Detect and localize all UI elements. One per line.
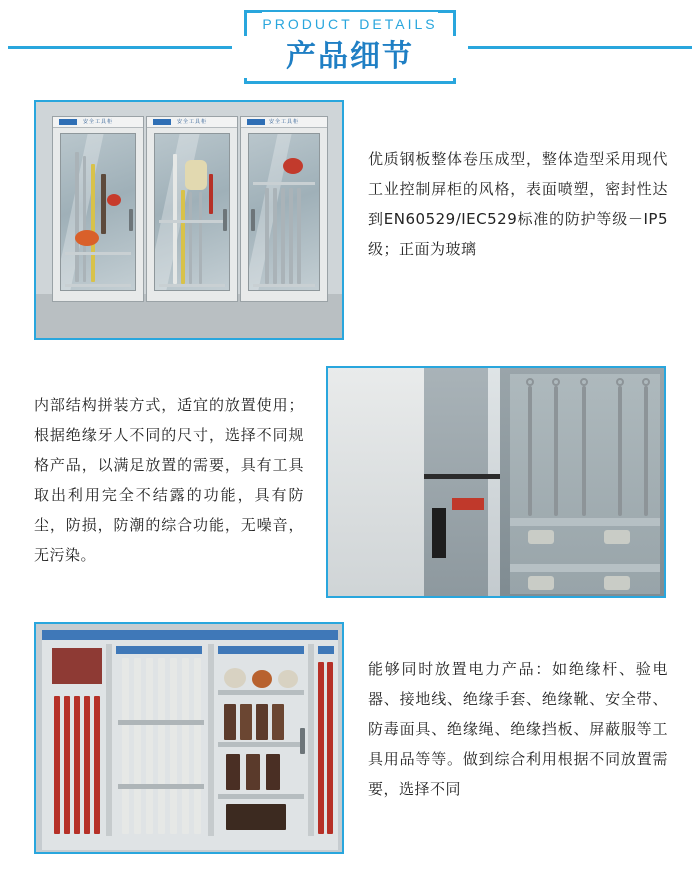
door-lock-panel: [432, 508, 446, 558]
cabinet-shelf: [253, 284, 315, 287]
folded-barrier: [327, 662, 333, 834]
hanging-rod: [528, 386, 532, 516]
tool-item: [185, 160, 207, 190]
hanging-hook-icon: [616, 378, 624, 386]
interior-left-wall: [328, 368, 424, 598]
header-rule-right: [460, 46, 692, 49]
tool-rod: [281, 188, 285, 284]
cabinet-left-logo: [59, 119, 77, 125]
section-3: [0, 622, 700, 872]
insulating-glove: [266, 754, 280, 790]
hanging-hook-icon: [642, 378, 650, 386]
cabinet-center-handle: [223, 209, 227, 231]
cabinet-shelf: [159, 284, 225, 287]
folded-barrier: [64, 696, 70, 834]
section-1-caption: 优质钢板整体卷压成型，整体造型采用现代工业控制屏柜的风格，表面喷塑，密封性达到EN60529/IEC529标准的防护等级－IP5级；正面为玻璃: [368, 150, 668, 258]
tool-rod: [289, 188, 293, 284]
cabinet-divider: [208, 644, 214, 836]
cabinet-right-glass: [248, 133, 320, 291]
insulating-rod: [158, 658, 165, 834]
cabinet-right-label: 安全工具柜: [268, 119, 300, 125]
section-2: [0, 366, 700, 606]
stored-helmet: [224, 668, 246, 688]
stored-helmet: [252, 670, 272, 688]
folded-barrier: [94, 696, 100, 834]
stored-helmet: [278, 670, 298, 688]
tool-item: [283, 158, 303, 174]
folded-barrier: [84, 696, 90, 834]
storage-shelf: [218, 794, 304, 799]
header-rule-left: [8, 46, 240, 49]
shelf-item: [604, 576, 630, 590]
insulating-rod: [182, 658, 189, 834]
tool-rod: [181, 190, 185, 284]
cabinet-shelf: [159, 220, 225, 223]
header-english-title: PRODUCT DETAILS: [262, 16, 438, 32]
insulating-rod: [194, 658, 201, 834]
cabinet-interior-structure-photo: [326, 366, 666, 598]
cabinet-shelf: [65, 284, 131, 287]
safety-tool-cabinet-three-door-photo: [34, 100, 344, 340]
cabinet-divider: [106, 644, 112, 836]
hanging-rod: [582, 386, 586, 516]
tool-rod: [189, 192, 192, 284]
hanging-hook-icon: [552, 378, 560, 386]
insulating-rod: [170, 658, 177, 834]
tool-rod: [199, 192, 202, 284]
cabinet-center-logo: [153, 119, 171, 125]
compartment-shelf: [510, 564, 660, 572]
cabinet-center: [146, 116, 238, 302]
shelf-item: [528, 576, 554, 590]
folded-barrier: [54, 696, 60, 834]
cabinet-door-handle: [300, 728, 305, 754]
tool-rod: [273, 188, 277, 284]
insulating-glove: [226, 754, 240, 790]
cabinet-right-handle: [251, 209, 255, 231]
section-2-caption: 内部结构拼装方式，适宜的放置使用；根据绝缘牙人不同的尺寸，选择不同规格产品，以满足放置的需要，具有工具取出利用完全不结露的功能，具有防尘，防损，防潮的综合功能，无噪音，无污染。: [34, 396, 304, 564]
tool-rod: [209, 174, 213, 214]
page-title: 产品细节: [232, 36, 468, 78]
insulating-rod: [122, 658, 129, 834]
insulating-boot: [224, 704, 236, 740]
insulating-glove: [246, 754, 260, 790]
cabinet-left-glass: [60, 133, 136, 291]
tool-rod: [265, 188, 269, 284]
hanging-rod: [554, 386, 558, 516]
insulating-boot: [272, 704, 284, 740]
interior-door-edge: [488, 368, 500, 598]
cabinet-left: [52, 116, 144, 302]
hanging-hook-icon: [580, 378, 588, 386]
cabinet-left-handle: [129, 209, 133, 231]
warning-label: [452, 498, 484, 510]
insulating-rod: [134, 658, 141, 834]
door-seam: [424, 474, 500, 479]
cabinet-left-label: 安全工具柜: [82, 119, 114, 125]
tool-rod: [75, 152, 79, 282]
tool-rod: [101, 174, 106, 234]
cabinet-loaded-with-tools-photo: [34, 622, 344, 854]
cabinet-center-label: 安全工具柜: [176, 119, 208, 125]
rod-retainer: [118, 784, 204, 789]
storage-shelf: [218, 742, 304, 747]
cabinet-shelf: [65, 252, 131, 255]
compartment-shelf: [510, 518, 660, 526]
insulating-mat-panel: [52, 648, 102, 684]
shelf-item: [528, 530, 554, 544]
product-details-page: [0, 4, 700, 884]
glass-sheen: [60, 134, 104, 290]
tool-rod: [173, 154, 177, 284]
tool-item: [107, 194, 121, 206]
storage-shelf: [218, 690, 304, 695]
shelf-trim: [318, 646, 334, 654]
tool-item: [75, 230, 99, 246]
hanging-hook-icon: [526, 378, 534, 386]
hanging-rod: [618, 386, 622, 516]
cabinet-right: [240, 116, 328, 302]
stored-tool: [226, 804, 286, 830]
shelf-trim: [116, 646, 202, 654]
cabinet-divider: [308, 644, 314, 836]
cabinet-right-logo: [247, 119, 265, 125]
shelf-trim: [218, 646, 304, 654]
section-1: [0, 100, 700, 350]
insulating-boot: [256, 704, 268, 740]
insulating-boot: [240, 704, 252, 740]
folded-barrier: [74, 696, 80, 834]
shelf-item: [604, 530, 630, 544]
cabinet-shelf: [253, 182, 315, 185]
hanging-rod: [644, 386, 648, 516]
tool-rod: [91, 164, 95, 282]
cabinet-center-glass: [154, 133, 230, 291]
insulating-rod: [146, 658, 153, 834]
page-header-banner: [0, 4, 700, 92]
tool-rod: [297, 188, 301, 284]
section-3-caption: 能够同时放置电力产品：如绝缘杆、验电器、接地线、绝缘手套、绝缘靴、安全带、防毒面具、绝缘绳、绝缘挡板、屏蔽服等工具用品等等。做到综合利用根据不同放置需要，选择不同: [368, 660, 668, 798]
rod-retainer: [118, 720, 204, 725]
folded-barrier: [318, 662, 324, 834]
tool-rod: [83, 156, 86, 282]
cabinet-top-trim: [42, 630, 338, 640]
